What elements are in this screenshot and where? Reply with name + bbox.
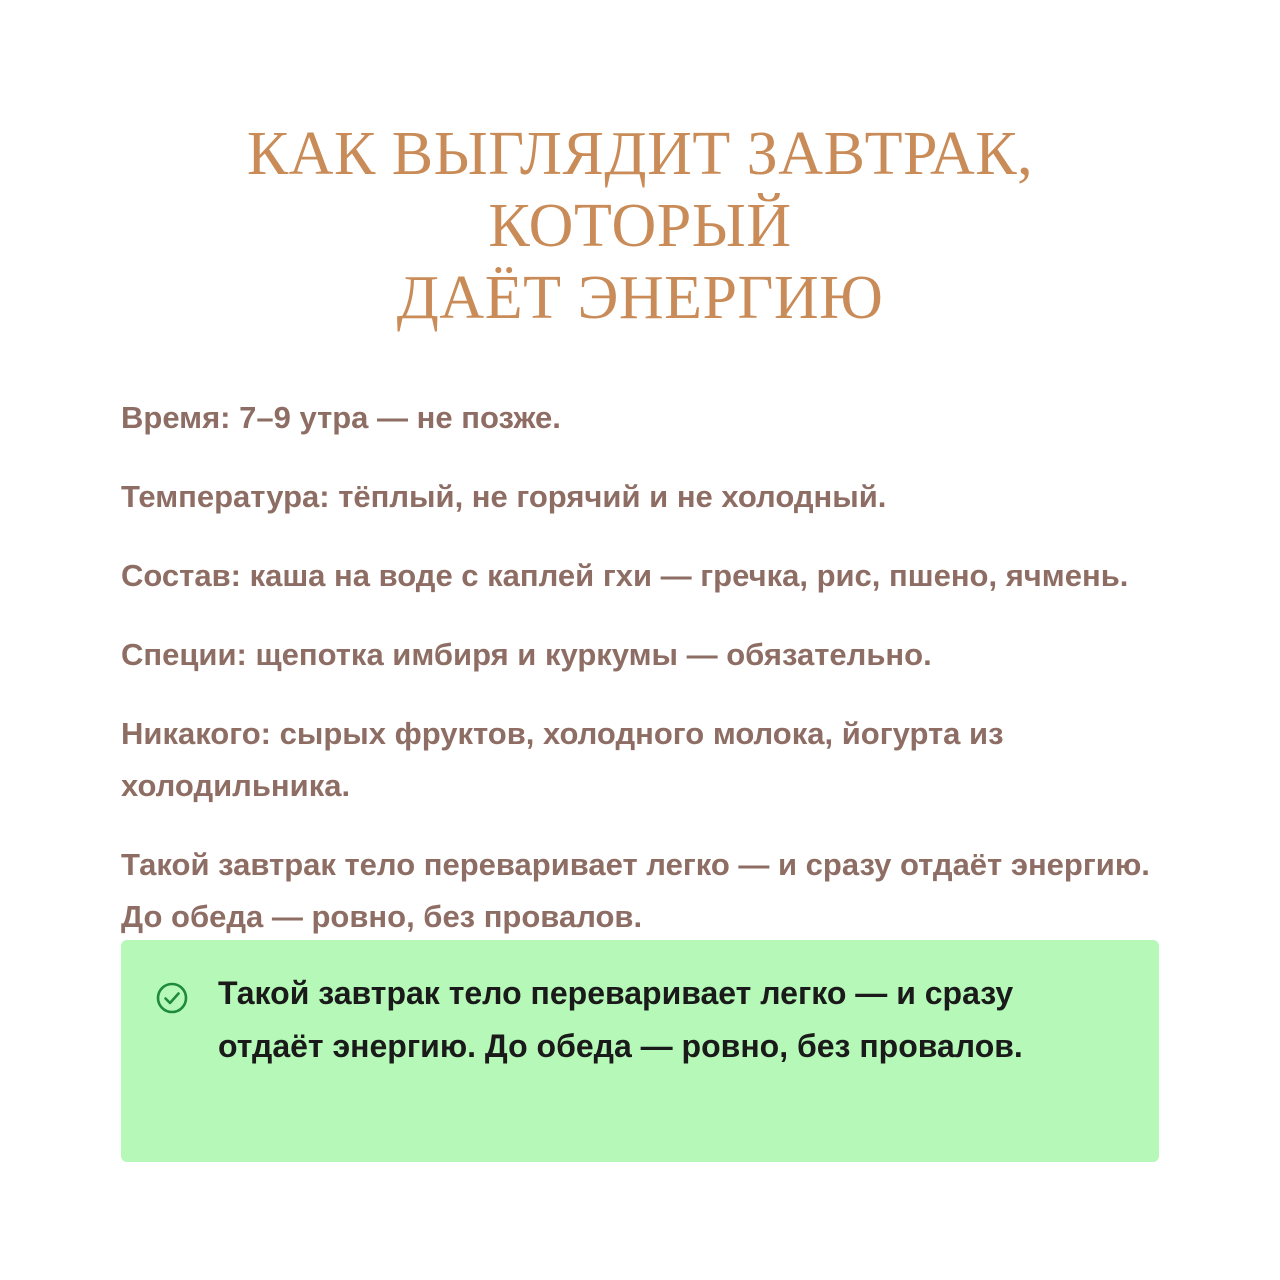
body-text [121, 392, 1159, 943]
paragraph-temperature: Температура: тёплый, не горячий и не холодный. [121, 479, 887, 514]
paragraph-time: Время: 7–9 утра — не позже. [121, 400, 561, 435]
callout-box [121, 940, 1159, 1162]
paragraph-summary: Такой завтрак тело переваривает легко — и сразу отдаёт энергию. До обеда — ровно, без провалов. [121, 847, 1150, 934]
callout-text: Такой завтрак тело переваривает легко — и сразу отдаёт энергию. До обеда — ровно, без провалов. [218, 975, 1023, 1064]
check-circle-icon [154, 980, 190, 1016]
title-line-1: КАК ВЫГЛЯДИТ ЗАВТРАК, КОТОРЫЙ [246, 120, 1034, 260]
title-line-2: ДАЁТ ЭНЕРГИЮ [396, 264, 884, 332]
paragraph-spices: Специи: щепотка имбиря и куркумы — обязательно. [121, 637, 932, 672]
page-title [121, 0, 1159, 334]
paragraph-composition: Состав: каша на воде с каплей гхи — гречка, рис, пшено, ячмень. [121, 558, 1129, 593]
paragraph-avoid: Никакого: сырых фруктов, холодного молока, йогурта из холодильника. [121, 716, 1004, 803]
